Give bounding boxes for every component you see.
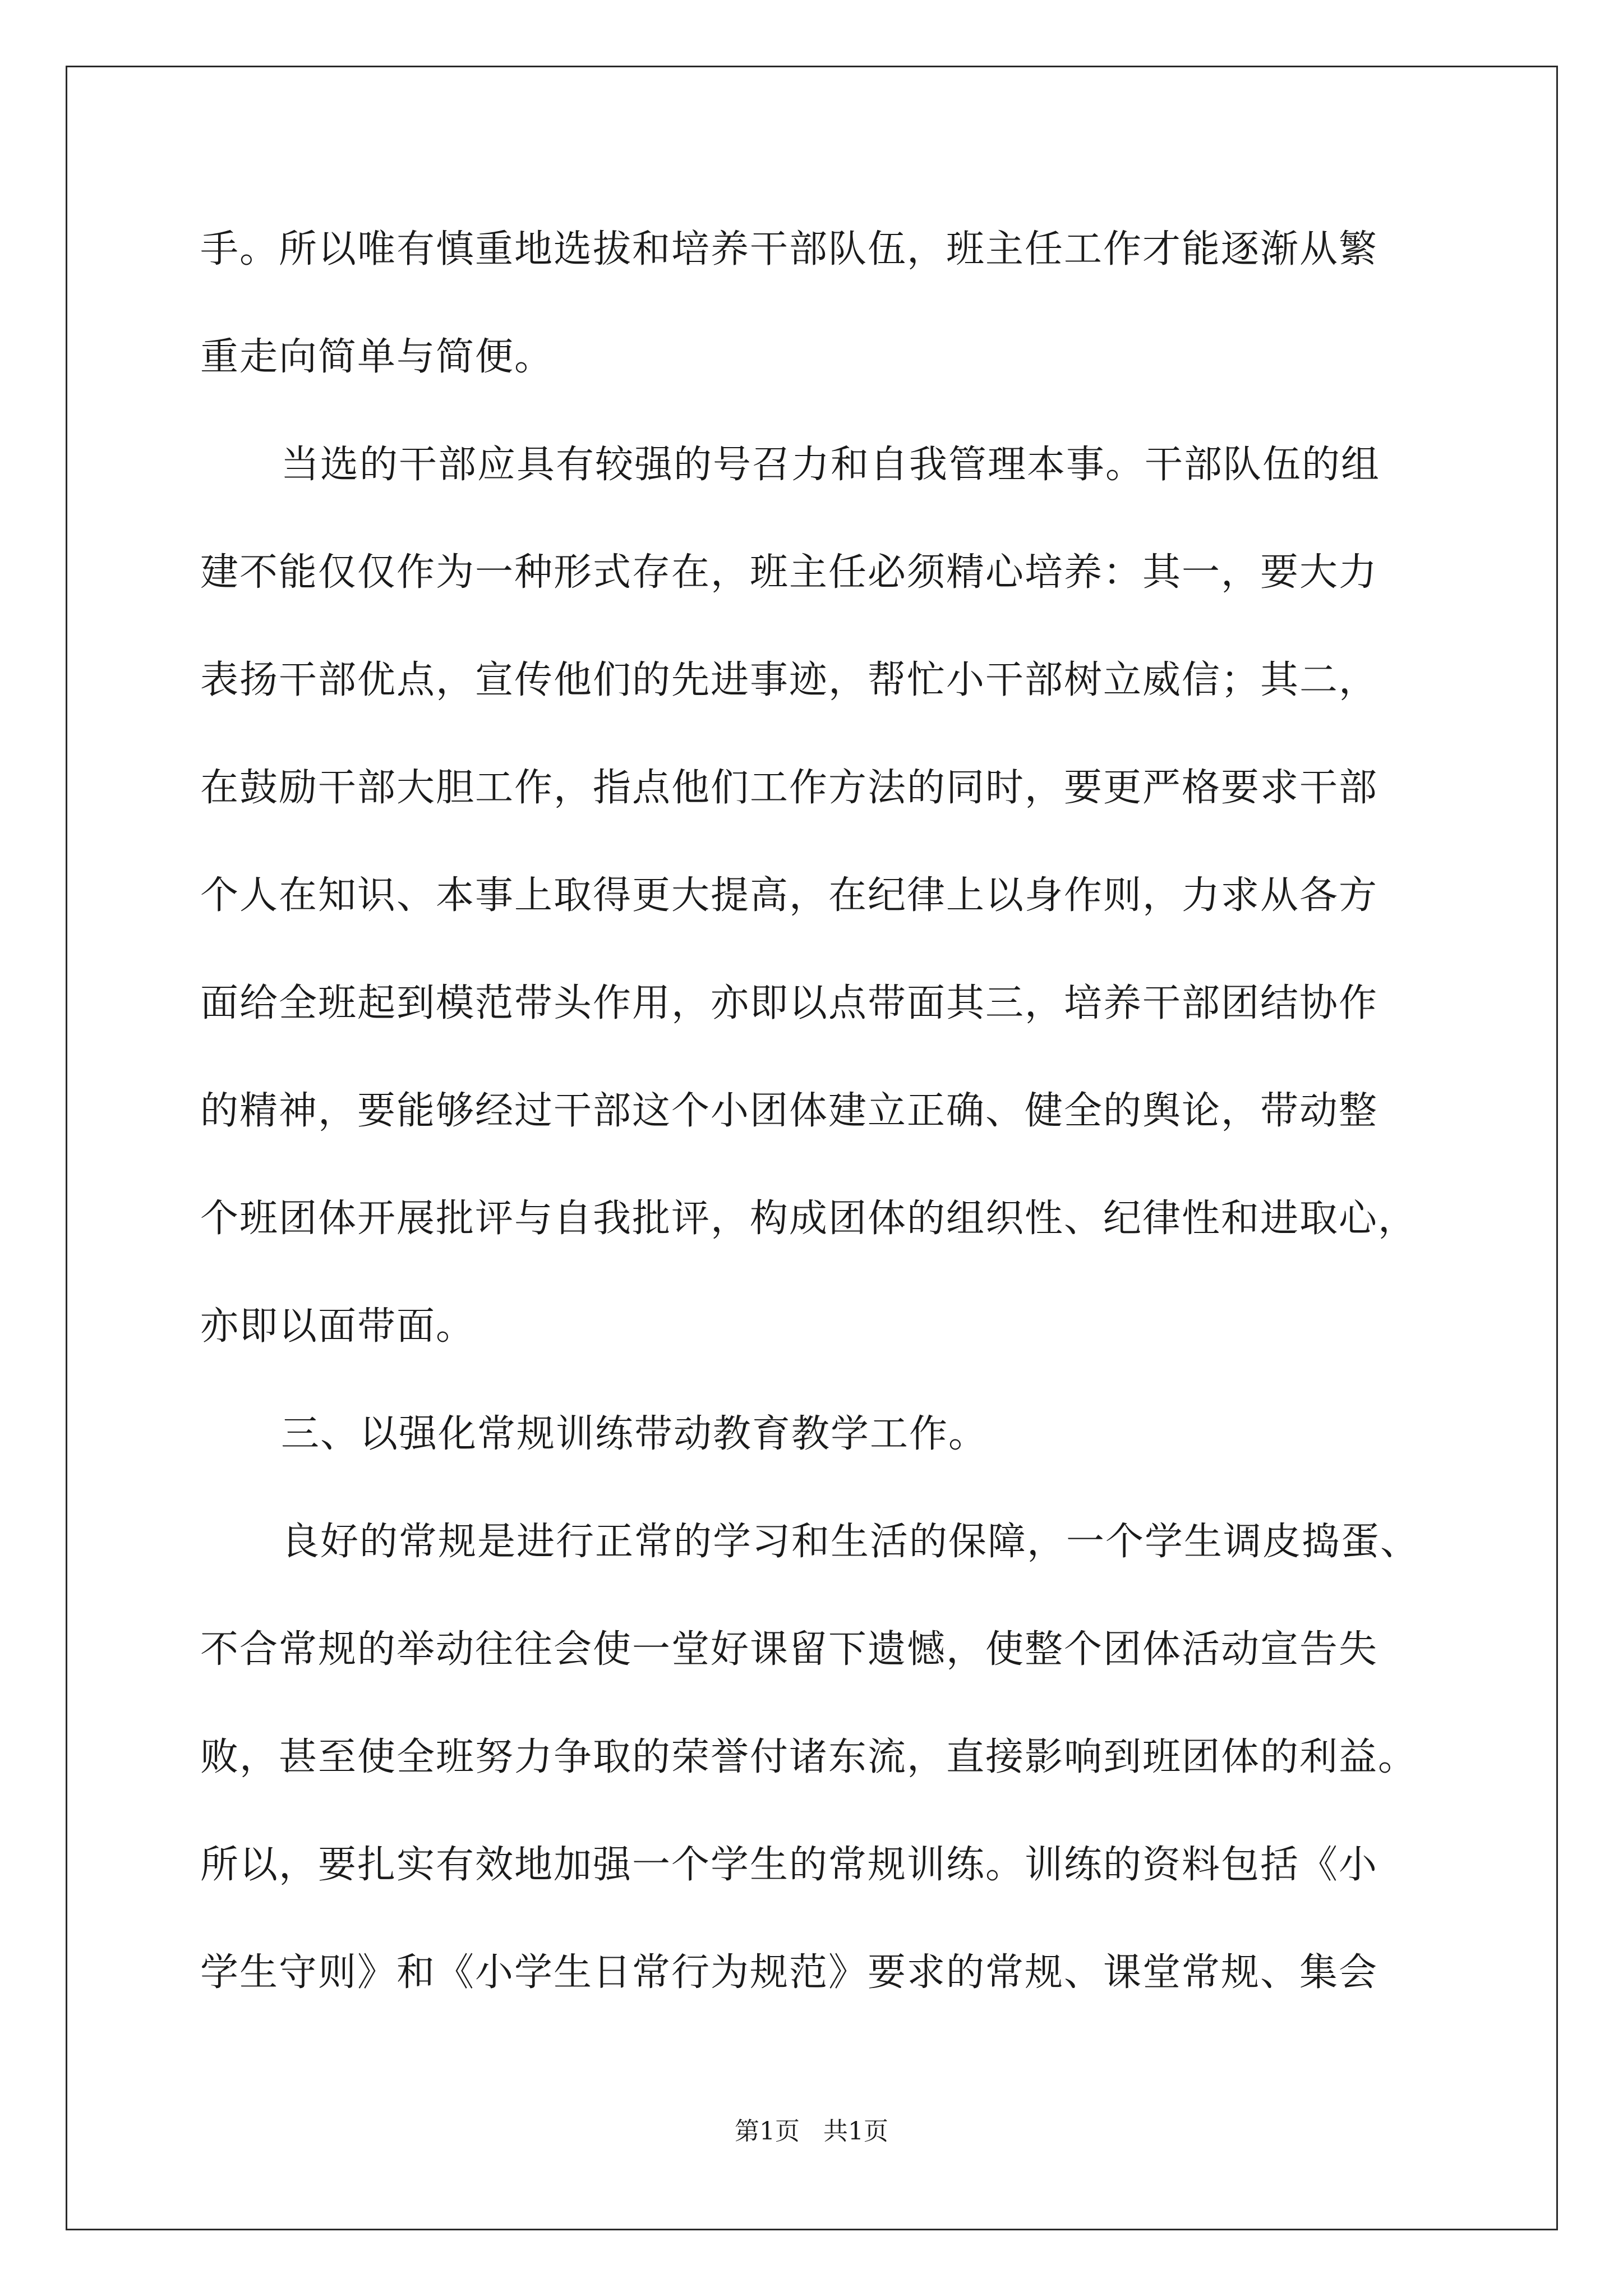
paragraph-line: 良好的常规是进行正常的学习和生活的保障，一个学生调皮捣蛋、 [281, 1520, 1420, 1564]
page-border [66, 66, 1558, 2230]
paragraph-line: 表扬干部优点，宣传他们的先进事迹，帮忙小干部树立威信；其二， [200, 658, 1378, 702]
paragraph-line: 当选的干部应具有较强的号召力和自我管理本事。干部队伍的组 [281, 443, 1381, 487]
paragraph-line: 不合常规的举动往往会使一堂好课留下遗憾，使整个团体活动宣告失 [200, 1627, 1378, 1672]
paragraph-line: 在鼓励干部大胆工作，指点他们工作方法的同时，要更严格要求干部 [200, 766, 1378, 810]
paragraph-line: 个班团体开展批评与自我批评，构成团体的组织性、纪律性和进取心， [200, 1197, 1418, 1241]
paragraph-line: 亦即以面带面。 [200, 1304, 476, 1349]
section-heading: 三、以强化常规训练带动教育教学工作。 [281, 1412, 988, 1456]
paragraph-line: 重走向简单与简便。 [200, 335, 554, 379]
page-footer: 第1页 共1页 [735, 2117, 888, 2146]
paragraph-line: 学生守则》和《小学生日常行为规范》要求的常规、课堂常规、集会 [200, 1950, 1378, 1995]
paragraph-line: 的精神，要能够经过干部这个小团体建立正确、健全的舆论，带动整 [200, 1089, 1378, 1133]
paragraph-line: 建不能仅仅作为一种形式存在，班主任必须精心培养：其一，要大力 [200, 550, 1378, 595]
paragraph-line: 败，甚至使全班努力争取的荣誉付诸东流，直接影响到班团体的利益。 [200, 1735, 1418, 1779]
paragraph-line: 所以，要扎实有效地加强一个学生的常规训练。训练的资料包括《小 [200, 1843, 1378, 1887]
paragraph-line: 面给全班起到模范带头作用，亦即以点带面其三，培养干部团结协作 [200, 981, 1378, 1025]
paragraph-line: 手。所以唯有慎重地选拔和培养干部队伍，班主任工作才能逐渐从繁 [200, 227, 1378, 272]
paragraph-line: 个人在知识、本事上取得更大提高，在纪律上以身作则，力求从各方 [200, 873, 1378, 918]
